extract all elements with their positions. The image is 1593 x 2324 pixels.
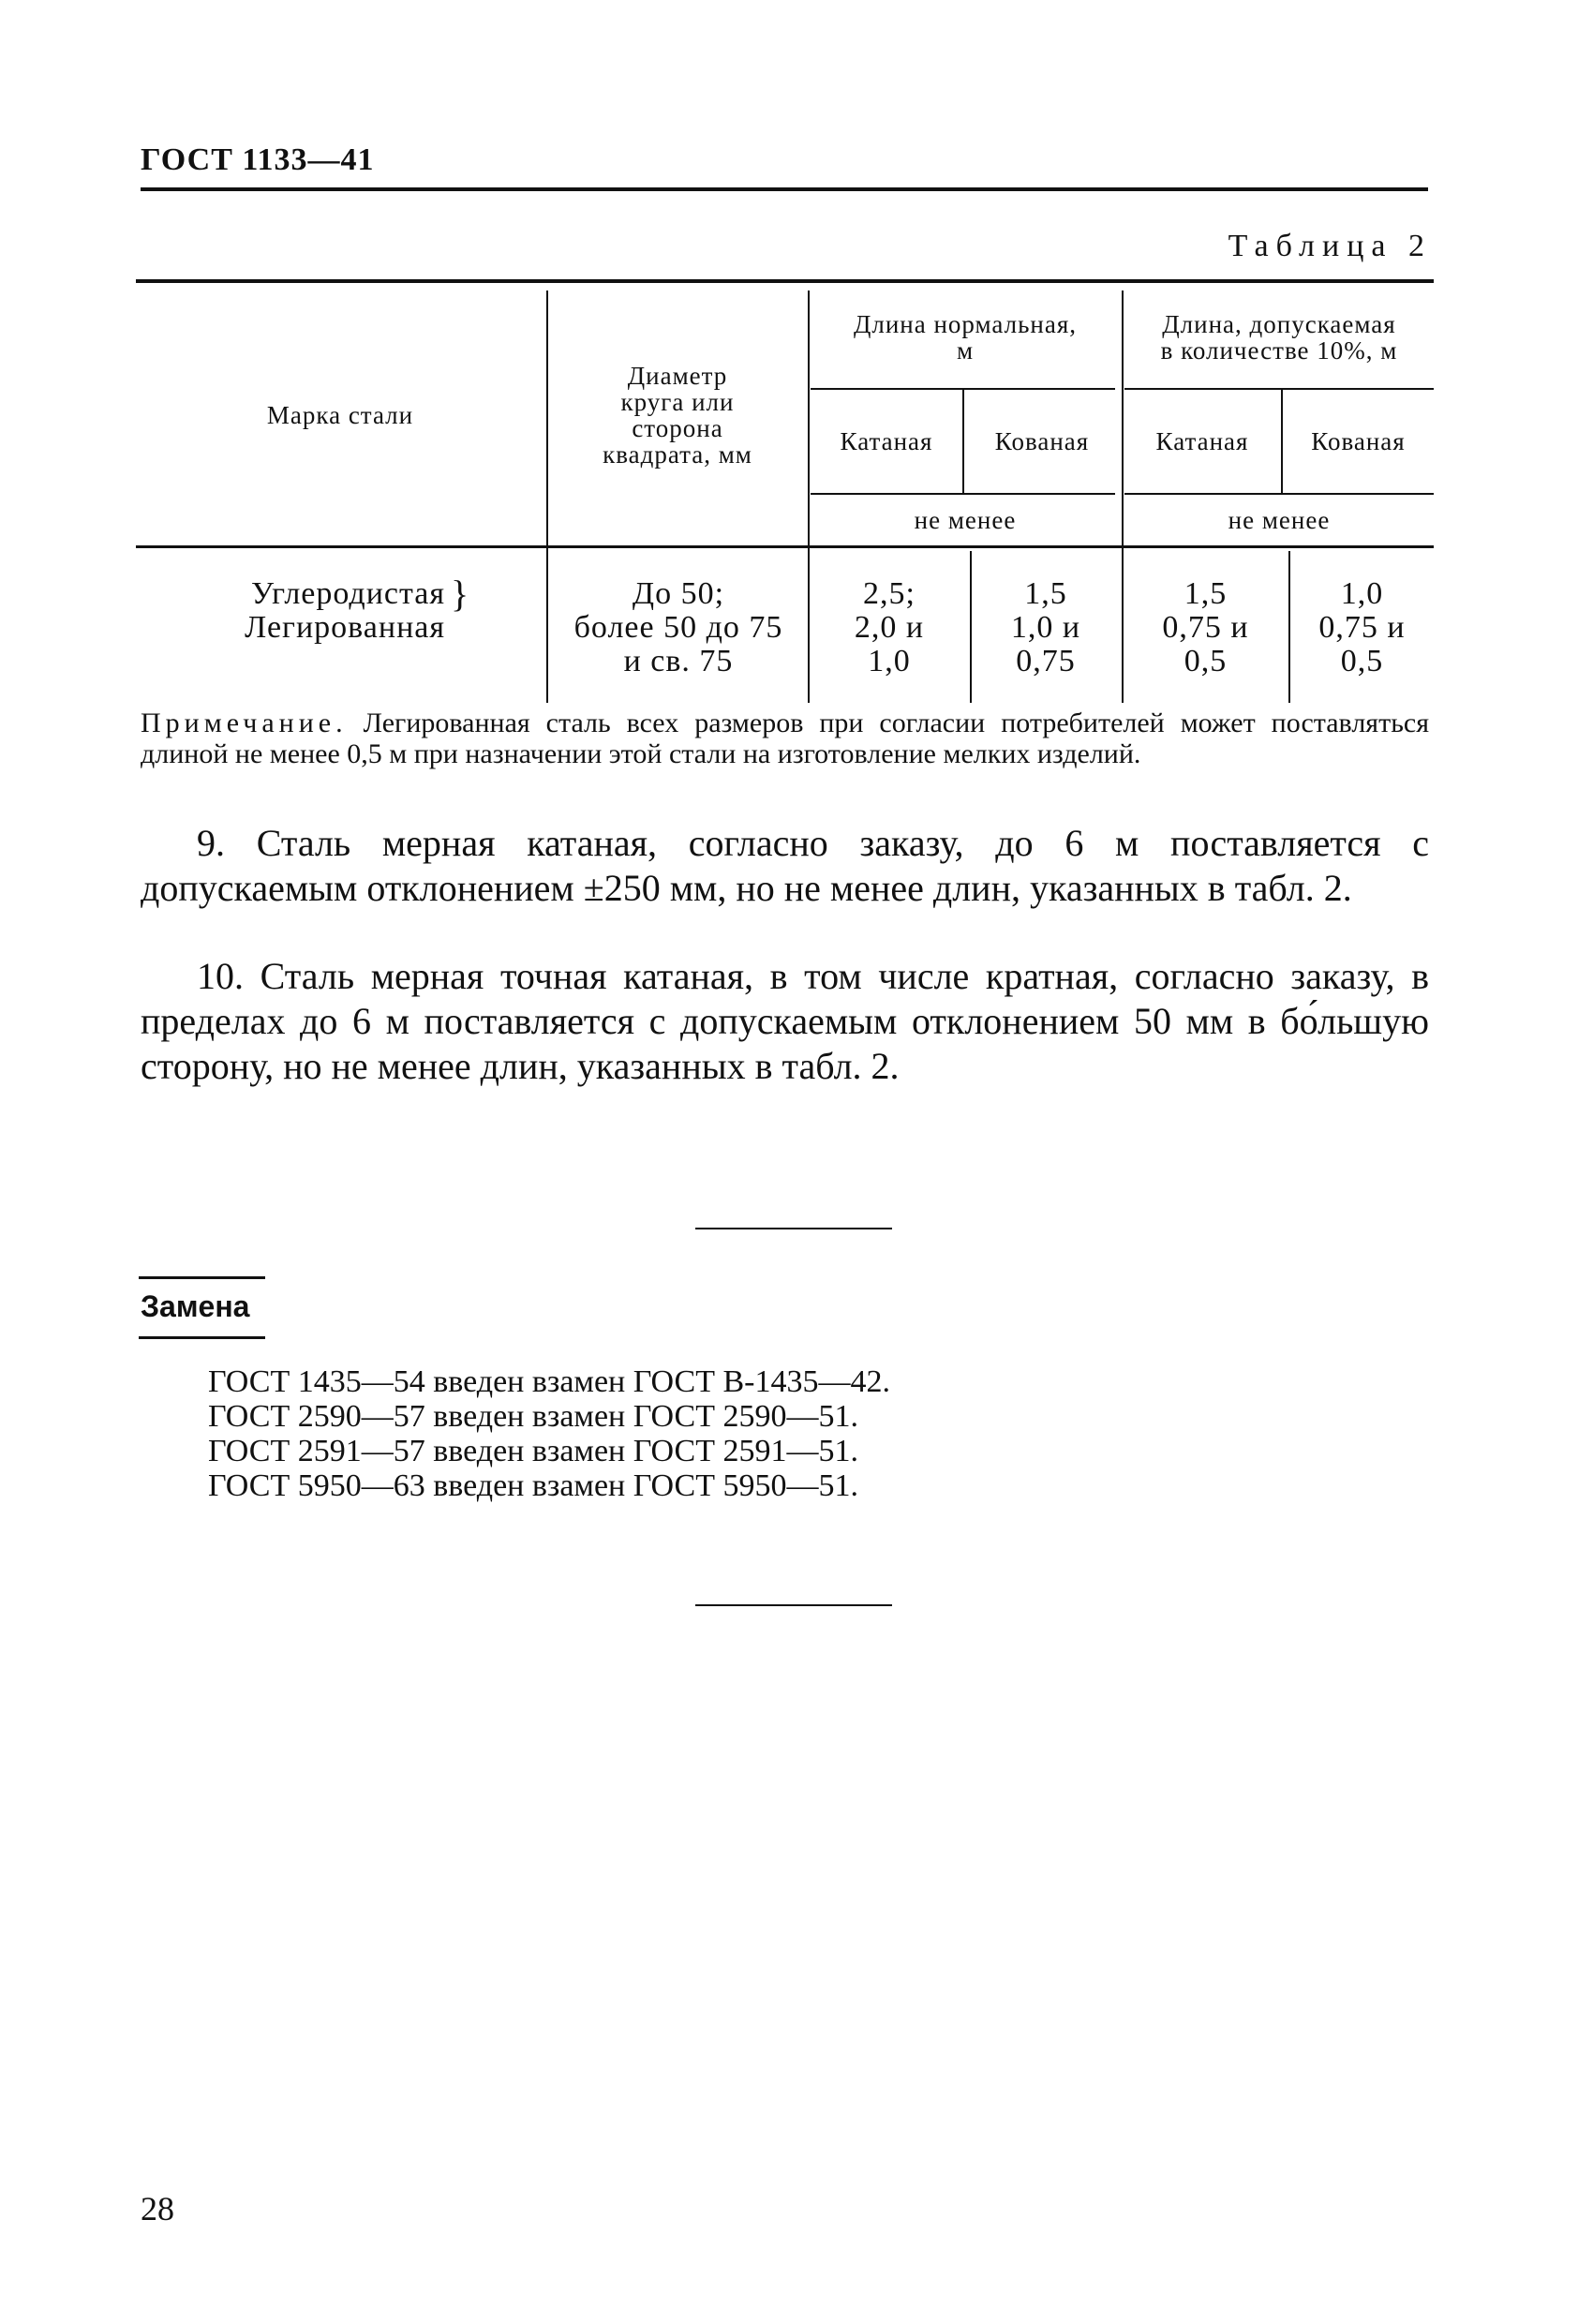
header-normal-min: не менее	[914, 506, 1017, 534]
replacement-item: ГОСТ 5950—63 введен взамен ГОСТ 5950—51.	[208, 1468, 858, 1503]
note-text: Легированная сталь всех размеров при согласии потребителей может поставляться длиной не менее 0,5 м при назначении этой стали на изготовление мелких изделий.	[141, 708, 1429, 769]
header-sub-rule-right	[1124, 388, 1434, 390]
table-caption: Таблица 2	[1228, 229, 1432, 263]
replacement-list	[208, 1364, 890, 1503]
grades-brace: }	[451, 573, 469, 615]
header-allowed-min: не менее	[1228, 506, 1331, 534]
header-bottom-rule	[136, 545, 1434, 548]
replacement-title: Замена	[141, 1289, 250, 1323]
col-divider-3	[1122, 290, 1124, 703]
note-label: Примечание.	[141, 708, 348, 738]
separator-top	[695, 1228, 892, 1229]
steel-length-table	[136, 279, 1434, 703]
header-normal-length: Длина нормальная, м	[853, 310, 1078, 365]
header-allowed-length: Длина, допускаемая в количестве 10%, м	[1160, 310, 1398, 365]
header-normal-forged: Кованая	[994, 427, 1090, 455]
section-rule-bottom	[139, 1336, 265, 1339]
header-allowed-rolled: Катаная	[1155, 427, 1249, 455]
header-diameter: Диаметр круга или сторона квадрата, мм	[603, 362, 752, 469]
row-allowed-rolled: 1,5 0,75 и 0,5	[1162, 576, 1249, 678]
header-grade: Марка стали	[266, 401, 414, 429]
row-allowed-forged: 1,0 0,75 и 0,5	[1318, 576, 1406, 678]
paragraph-10: 10. Сталь мерная точная катаная, в том числе кратная, согласно заказу, в пределах до 6 м поставляется с допускаемым отклонением 50 мм в бо́льшую сторону, но не менее длин, указанных в табл. 2.	[141, 955, 1429, 1087]
replacement-item: ГОСТ 2591—57 введен взамен ГОСТ 2591—51.	[208, 1434, 858, 1468]
separator-bottom	[695, 1604, 892, 1606]
header-normal-rolled: Катаная	[840, 427, 933, 455]
table-note	[141, 708, 1429, 769]
header-min-rule-right	[1124, 493, 1434, 495]
row-normal-rolled: 2,5; 2,0 и 1,0	[854, 576, 925, 678]
paragraph-9: 9. Сталь мерная катаная, согласно заказу, до 6 м поставляется с допускаемым отклонением ±250 мм, но не менее длин, указанных в табл. 2.	[141, 822, 1429, 909]
section-rule-top	[139, 1276, 265, 1279]
header-allowed-forged: Кованая	[1311, 427, 1406, 455]
header-rule	[141, 187, 1428, 191]
table-top-rule	[136, 279, 1434, 283]
replacement-item: ГОСТ 1435—54 введен взамен ГОСТ В-1435—42.	[208, 1364, 890, 1399]
row-normal-forged: 1,5 1,0 и 0,75	[1010, 576, 1081, 678]
page-number: 28	[141, 2190, 174, 2227]
header-min-rule-left	[811, 493, 1115, 495]
row-grades: Углеродистая Легированная	[245, 576, 445, 645]
document-header-title: ГОСТ 1133—41	[141, 142, 375, 177]
row-diameters: До 50; более 50 до 75 и св. 75	[573, 576, 783, 678]
replacement-item: ГОСТ 2590—57 введен взамен ГОСТ 2590—51.	[208, 1399, 858, 1434]
